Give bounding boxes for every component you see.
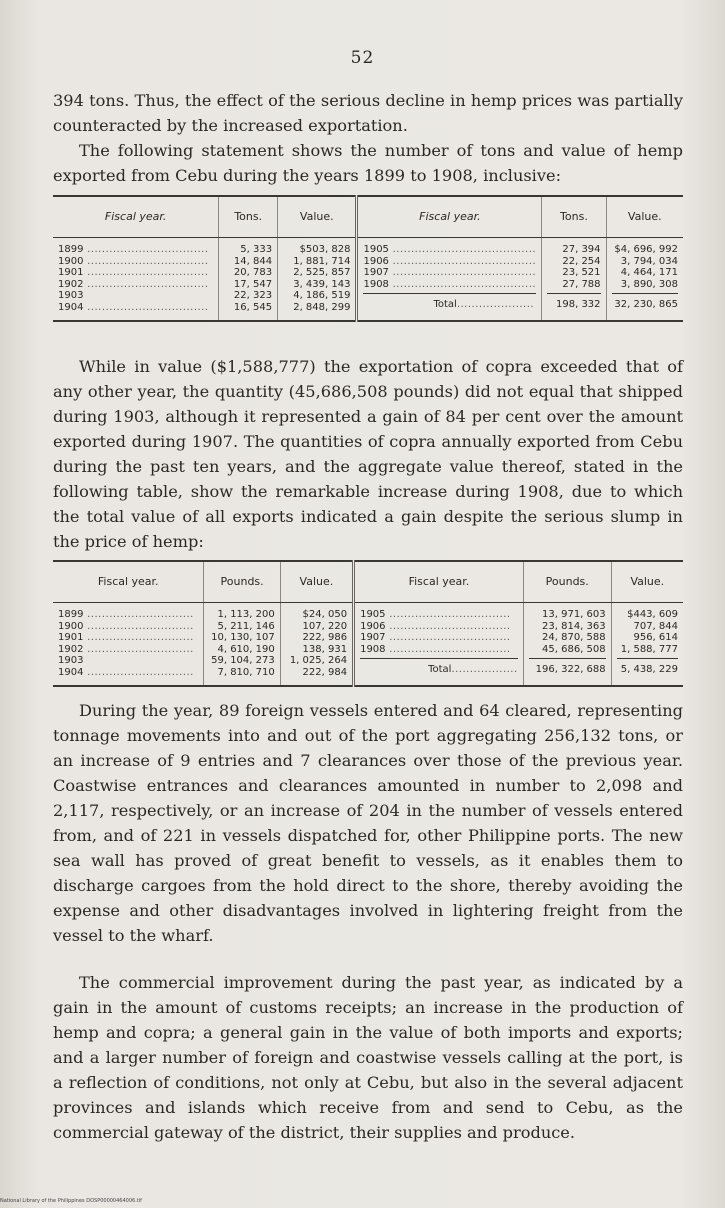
paragraph-commercial-improvement: The commercial improvement during the past year, as indicated by a gain in the amount of customs receipts; an increase in the production of hemp and copra; a general gain in the value of both imports and exports; and a larger number of foreign and coastwise vessels calling at the port, is a reflection of conditions, not only at Cebu, but also in the several adjacent provinces and islands which receive from and send to Cebu, as the commercial gateway of the district, their supplies and produce. bbox=[53, 973, 683, 1142]
column-header-value-2: Value. bbox=[606, 196, 683, 238]
paragraph-vessels: During the year, 89 foreign vessels entered and 64 cleared, representing tonnage movements into and out of the port aggregating 256,132 tons, or an increase of 9 entries and 7 clearances over those of the previous year. Coastwise entrances and clearances amounted in number to 2,098 and 2,117, respectively, or an increase of 204 in the number of vessels entered from, and of 221 in vessels dispatched for, other Philippine ports. The new sea wall has proved of great benefit to vessels, as it enables them to discharge cargoes from the hold direct to the shore, thereby avoiding the expense and other disadvantages involved in lightering freight from the vessel to the wharf. bbox=[53, 701, 683, 945]
value-column-right: $4, 696, 992 3, 794, 034 4, 464, 171 3, 890, 308 32, 230, 865 bbox=[606, 238, 683, 321]
year-column-right: 1905 ....................................... 1906 ....................................... 1907 ....................................... 1908 ....................................... Total..................... bbox=[357, 238, 542, 321]
column-header-fiscal-year: Fiscal year. bbox=[53, 561, 204, 603]
total-pounds: 196, 322, 688 bbox=[529, 658, 606, 676]
total-label: Total bbox=[428, 664, 452, 676]
year-column-left: 1899 ............................. 1900 ............................. 1901 ............................. 1902 ............................. 1903 1904 ............................. bbox=[53, 603, 204, 686]
column-header-value: Value. bbox=[278, 196, 357, 238]
page-number: 52 bbox=[350, 48, 375, 68]
column-header-fiscal-year: Fiscal year. bbox=[53, 196, 219, 238]
table-row bbox=[53, 603, 683, 686]
tons-column-right: 27, 394 22, 254 23, 521 27, 788 198, 332 bbox=[542, 238, 606, 321]
column-header-value-2: Value. bbox=[611, 561, 683, 603]
column-header-pounds-2: Pounds. bbox=[523, 561, 611, 603]
paragraph-copra: While in value ($1,588,777) the exportation of copra exceeded that of any other year, the quantity (45,686,508 pounds) did not equal that shipped during 1903, although it represented a gain of 84 per cent over the amount exported during 1907. The quantities of copra annually exported from Cebu during the past ten years, and the aggregate value thereof, stated in the following table, show the remarkable increase during 1908, due to which the total value of all exports indicated a gain despite the serious slump in the price of hemp: bbox=[53, 357, 683, 551]
year-column-left: 1899 ................................. 1900 ................................. 1901 ................................. 1902 ................................. 1903 1904 ................................. bbox=[53, 238, 219, 321]
copra-export-table bbox=[53, 560, 683, 687]
pounds-column-left: 1, 113, 200 5, 211, 146 10, 130, 107 4, 610, 190 59, 104, 273 7, 810, 710 bbox=[204, 603, 280, 686]
value-column-right: $443, 609 707, 844 956, 614 1, 588, 777 5, 438, 229 bbox=[611, 603, 683, 686]
column-header-tons: Tons. bbox=[219, 196, 278, 238]
paragraph-hemp-intro: The following statement shows the number of tons and value of hemp exported from Cebu during the years 1899 to 1908, inclusive: bbox=[53, 141, 683, 185]
column-header-fiscal-year-2: Fiscal year. bbox=[354, 561, 524, 603]
total-label: Total bbox=[433, 299, 457, 311]
column-header-pounds: Pounds. bbox=[204, 561, 280, 603]
table-row bbox=[53, 238, 683, 321]
paragraph-hemp-decline: 394 tons. Thus, the effect of the serious decline in hemp prices was partially counteracted by the increased exportation. bbox=[53, 91, 683, 135]
pounds-column-right: 13, 971, 603 23, 814, 363 24, 870, 588 45, 686, 508 196, 322, 688 bbox=[523, 603, 611, 686]
scan-footer: National Library of the Philippines DOSP00000464006.tif bbox=[0, 1198, 142, 1204]
hemp-export-table bbox=[53, 195, 683, 322]
column-header-tons-2: Tons. bbox=[542, 196, 606, 238]
total-tons: 198, 332 bbox=[547, 293, 600, 311]
year-column-right: 1905 ................................. 1906 ................................. 1907 ................................. 1908 ................................. Total.................. bbox=[354, 603, 524, 686]
tons-column-left: 5, 333 14, 844 20, 783 17, 547 22, 323 16, 545 bbox=[219, 238, 278, 321]
total-value: 32, 230, 865 bbox=[612, 293, 678, 311]
value-column-left: $24, 050 107, 220 222, 986 138, 931 1, 025, 264 222, 984 bbox=[280, 603, 353, 686]
total-value: 5, 438, 229 bbox=[617, 658, 678, 676]
value-column-left: $503, 828 1, 881, 714 2, 525, 857 3, 439, 143 4, 186, 519 2, 848, 299 bbox=[278, 238, 357, 321]
column-header-value: Value. bbox=[280, 561, 353, 603]
column-header-fiscal-year-2: Fiscal year. bbox=[357, 196, 542, 238]
